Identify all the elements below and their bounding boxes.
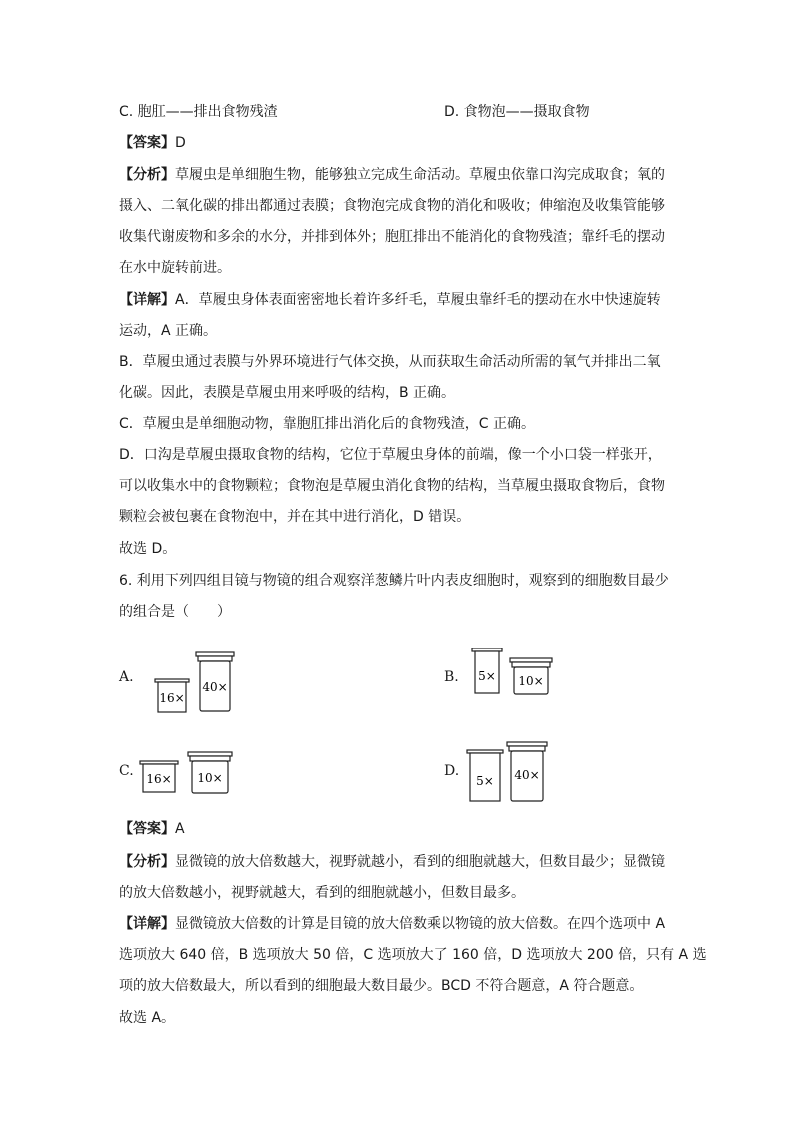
detail-1-line-5: C．草履虫是单细胞动物，靠胞肛排出消化后的食物残渣，C 正确。	[119, 416, 535, 432]
detail-1-line-6: D．口沟是草履虫摄取食物的结构，它位于草履虫身体的前端，像一个小口袋一样张开，	[119, 447, 662, 463]
answer-value: D	[175, 135, 186, 151]
question-6-line-1: 6. 利用下列四组目镜与物镜的组合观察洋葱鳞片叶内表皮细胞时，观察到的细胞数目最少	[119, 573, 669, 589]
objective	[510, 658, 552, 694]
analysis-tag: 【分析】	[119, 167, 175, 183]
answer-tag: 【答案】	[119, 821, 175, 837]
answer-1	[119, 132, 186, 154]
objective	[507, 742, 547, 801]
objective-label: 40×	[202, 680, 228, 694]
option-d: D. 食物泡——摄取食物	[444, 104, 590, 120]
analysis-tag: 【分析】	[119, 854, 175, 870]
figure-d-label: D.	[444, 763, 460, 779]
question-6-line-2: 的组合是（ ）	[119, 604, 231, 620]
detail-1-line-9: 故选 D。	[119, 541, 177, 557]
objective	[188, 752, 232, 793]
detail-1-line-8: 颗粒会被包裹在食物泡中，并在其中进行消化，D 错误。	[119, 509, 471, 525]
analysis-2-line-1	[119, 851, 665, 873]
detail-1-line-3: B．草履虫通过表膜与外界环境进行气体交换，从而获取生命活动所需的氧气并排出二氧	[119, 354, 661, 370]
answer-2	[119, 818, 185, 840]
figure-b-label: B.	[444, 669, 459, 685]
detail-1-line-1	[119, 289, 661, 311]
eyepiece-label: 16×	[159, 691, 185, 705]
objective-label: 10×	[197, 771, 223, 785]
eyepiece-label: 5×	[478, 669, 496, 683]
figure-c-lenses	[138, 748, 238, 798]
eyepiece	[140, 761, 178, 792]
figure-b-lenses	[470, 648, 560, 700]
objective	[196, 652, 234, 711]
analysis-text: 草履虫是单细胞生物，能够独立完成生命活动。草履虫依靠口沟完成取食；氧的	[175, 167, 665, 183]
eyepiece-label: 5×	[476, 774, 494, 788]
analysis-1-line-1	[119, 164, 665, 186]
detail-1-line-2: 运动，A 正确。	[119, 323, 218, 339]
eyepiece	[467, 750, 503, 801]
detail-text: A．草履虫身体表面密密地长着许多纤毛，草履虫靠纤毛的摆动在水中快速旋转	[175, 292, 661, 308]
detail-tag: 【详解】	[119, 292, 175, 308]
figure-d-lenses	[465, 740, 555, 806]
objective-label: 10×	[518, 674, 544, 688]
option-c: C. 胞肛——排出食物残渣	[119, 104, 278, 120]
eyepiece-label: 16×	[146, 772, 172, 786]
analysis-2-line-2: 的放大倍数越小，视野就越大，看到的细胞就越小，但数目最多。	[119, 885, 525, 901]
detail-text: 显微镜放大倍数的计算是目镜的放大倍数乘以物镜的放大倍数。在四个选项中 A	[175, 916, 666, 932]
analysis-1-line-4: 在水中旋转前进。	[119, 260, 231, 276]
figure-c-label: C.	[119, 763, 134, 779]
detail-tag: 【详解】	[119, 916, 175, 932]
eyepiece	[472, 648, 502, 693]
figure-a-label: A.	[119, 669, 134, 685]
eyepiece	[155, 679, 189, 712]
objective-label: 40×	[514, 768, 540, 782]
analysis-text: 显微镜的放大倍数越大，视野就越小，看到的细胞就越大，但数目最少；显微镜	[175, 854, 665, 870]
detail-2-line-2: 选项放大 640 倍，B 选项放大 50 倍，C 选项放大了 160 倍，D 选项放大 200 倍，只有 A 选	[119, 947, 707, 963]
analysis-1-line-3: 收集代谢废物和多余的水分，并排到体外；胞肛排出不能消化的食物残渣；靠纤毛的摆动	[119, 229, 665, 245]
figure-a-lenses	[150, 648, 240, 718]
detail-2-line-4: 故选 A。	[119, 1010, 176, 1026]
answer-value: A	[175, 821, 185, 837]
detail-2-line-3: 项的放大倍数最大，所以看到的细胞最大数目最少。BCD 不符合题意，A 符合题意。	[119, 978, 644, 994]
detail-1-line-7: 可以收集水中的食物颗粒；食物泡是草履虫消化食物的结构，当草履虫摄取食物后，食物	[119, 478, 665, 494]
analysis-1-line-2: 摄入、二氧化碳的排出都通过表膜；食物泡完成食物的消化和吸收；伸缩泡及收集管能够	[119, 198, 665, 214]
detail-2-line-1	[119, 913, 665, 935]
answer-tag: 【答案】	[119, 135, 175, 151]
detail-1-line-4: 化碳。因此，表膜是草履虫用来呼吸的结构，B 正确。	[119, 385, 456, 401]
